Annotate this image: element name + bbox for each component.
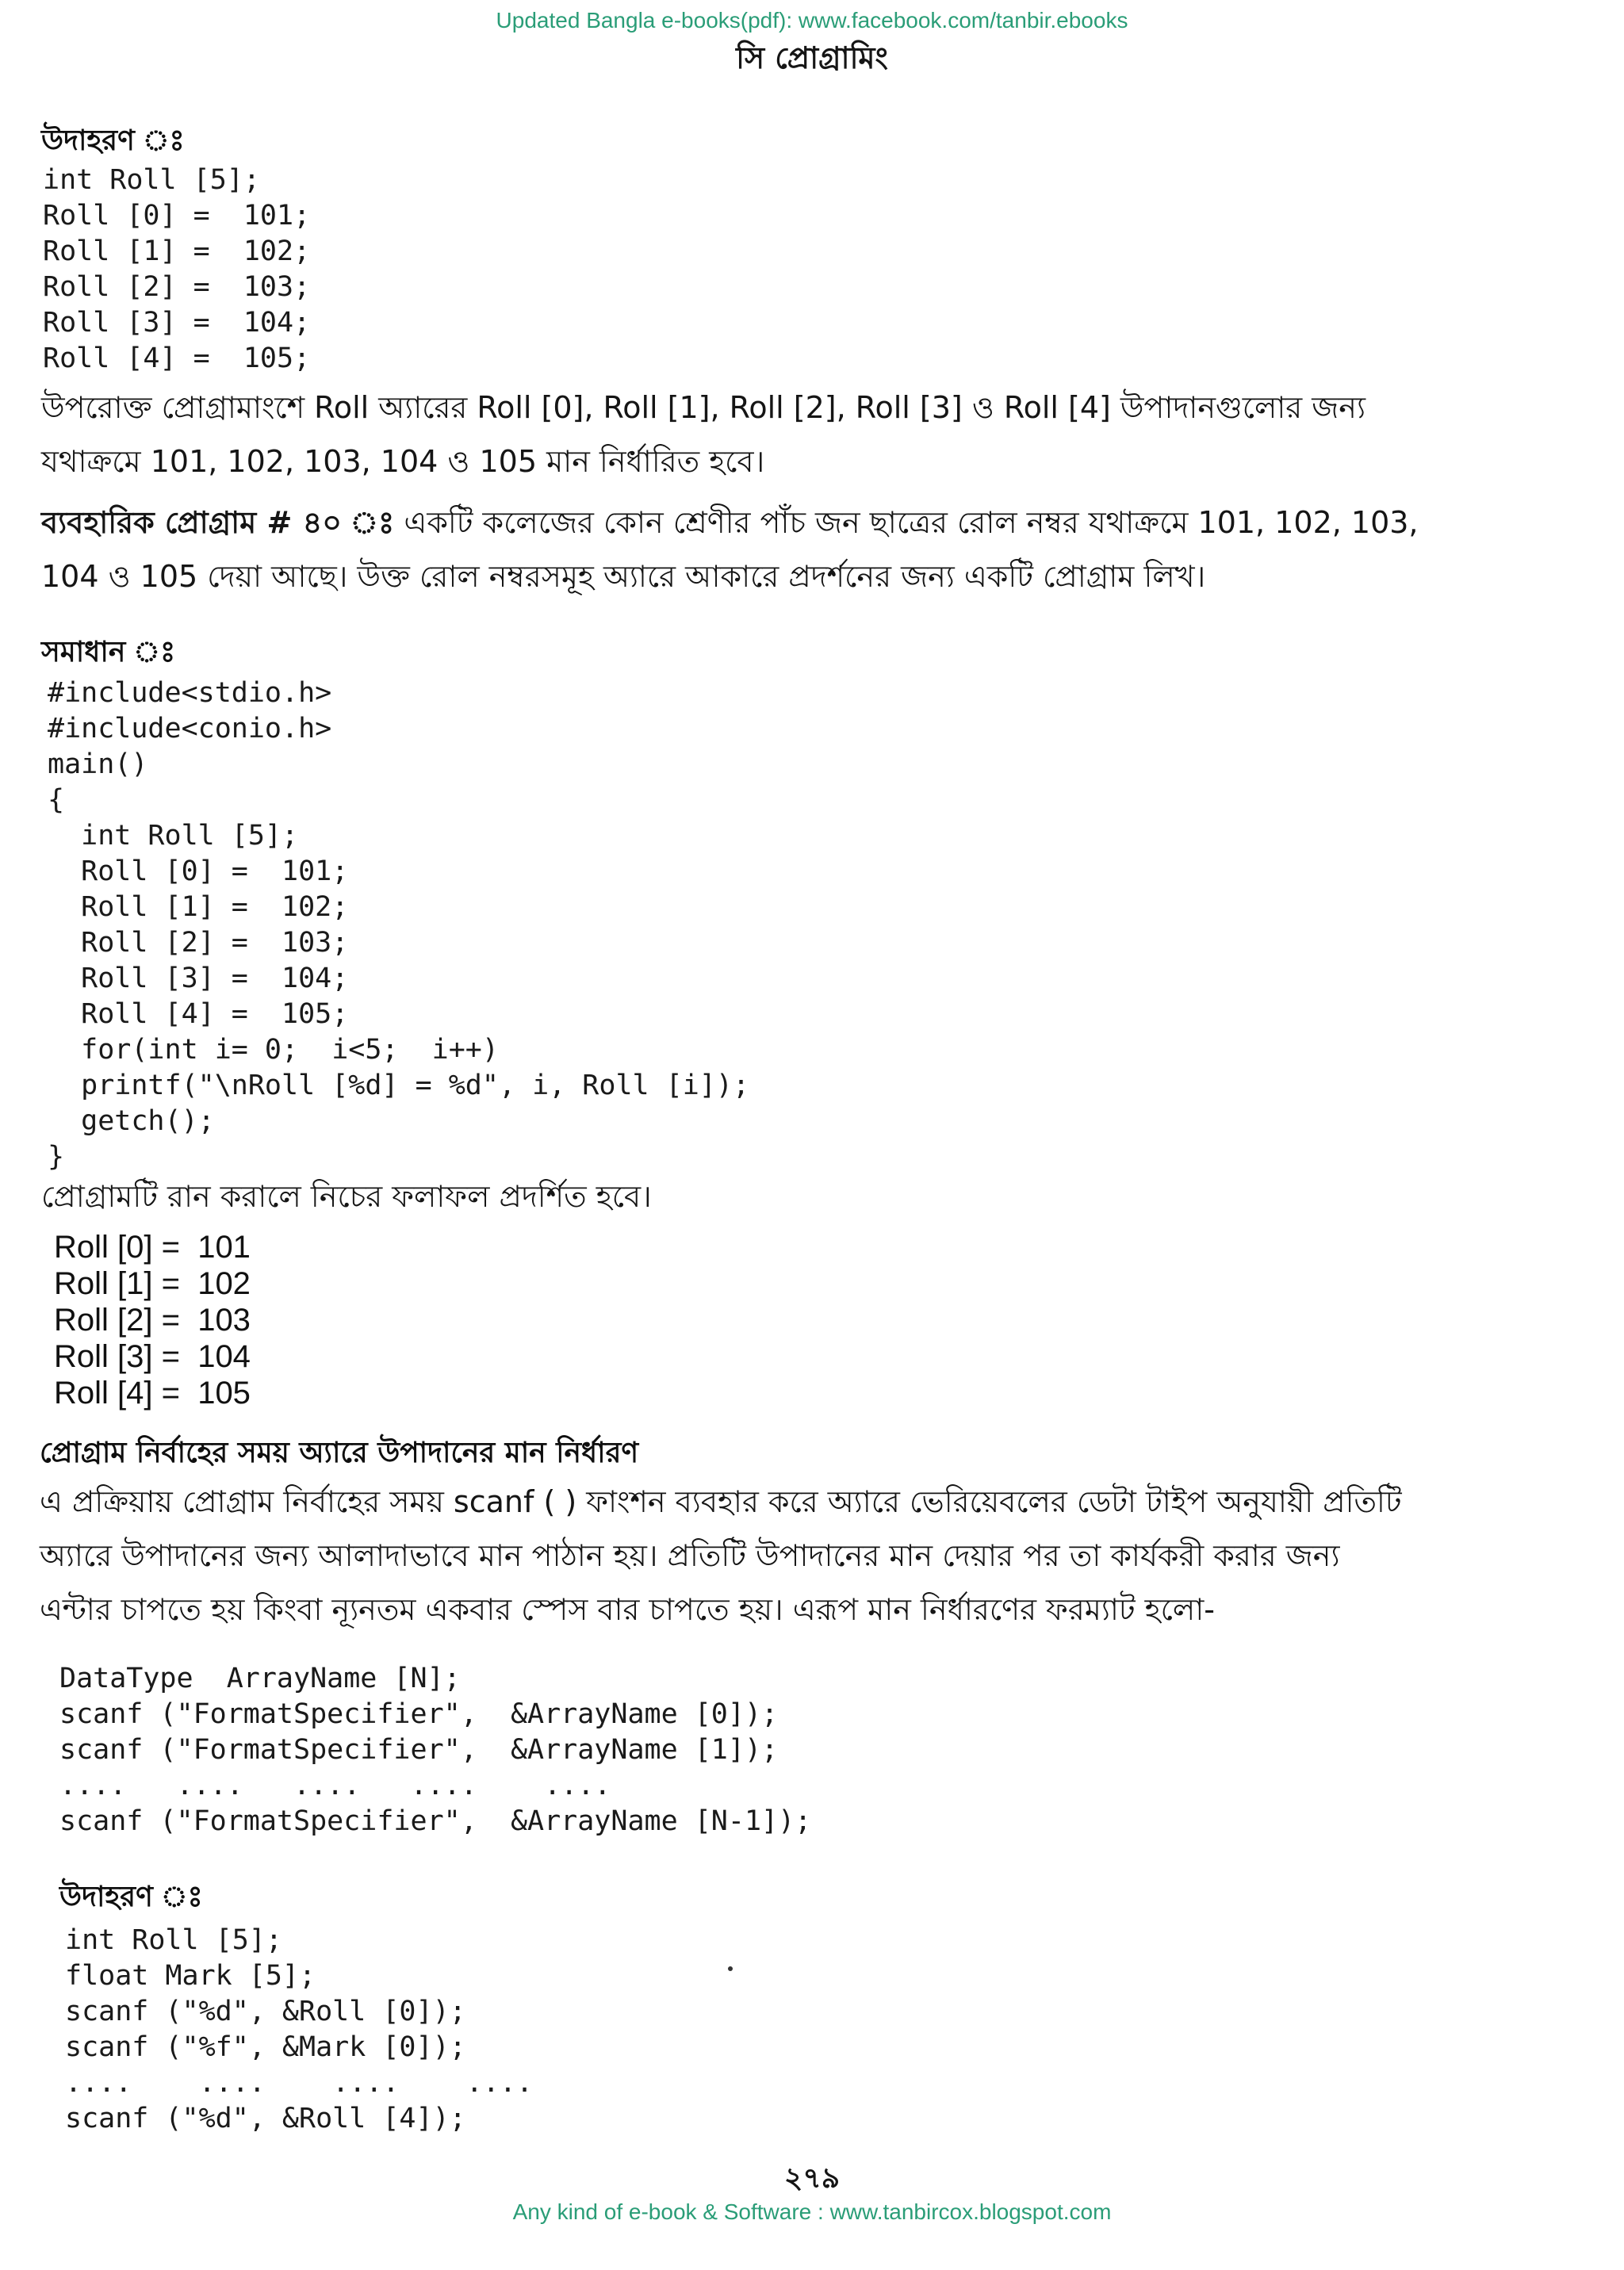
result-intro: প্রোগ্রামটি রান করালে নিচের ফলাফল প্রদর্শিত হবে। [41, 1179, 652, 1214]
practical-program-line-1 [41, 496, 1419, 549]
scan-speck [728, 1966, 733, 1971]
page-header-title: সি প্রোগ্রামিং [736, 40, 888, 75]
practical-program-text: একটি কলেজের কোন শ্রেণীর পাঁচ জন ছাত্রের রোল নম্বর যথাক্রমে 101, 102, 103, [404, 505, 1419, 540]
solution-heading: সমাধান ঃ [41, 636, 176, 668]
program-output: Roll [0] = 101 Roll [1] = 102 Roll [2] = 103 Roll [3] = 104 Roll [4] = 105 [54, 1230, 251, 1411]
format-code: DataType ArrayName [N]; scanf ("FormatSpecifier", &ArrayName [0]); scanf ("FormatSpecifier", &ArrayName [1]); .... .... .... .... .... scanf ("FormatSpecifier", &ArrayName [N-1]); [59, 1663, 812, 1837]
page-number: ২৭৯ [783, 2162, 841, 2195]
practical-program-line-2: 104 ও 105 দেয়া আছে। উক্ত রোল নম্বরসমূহ অ্যারে আকারে প্রদর্শনের জন্য একটি প্রোগ্রাম লিখ। [41, 559, 1206, 594]
solution-code: #include<stdio.h> #include<conio.h> main() { int Roll [5]; Roll [0] = 101; Roll [1] = 102; Roll [2] = 103; Roll [3] = 104; Roll [4] = 105; for(int i= 0; i<5; i++) printf("\nRoll [%d] = %d", i, Roll [i]); getch(); } [48, 677, 750, 1173]
example-heading-2: উদাহরণ ঃ [59, 1881, 203, 1913]
bottom-banner: Any kind of e-book & Software : www.tanbircox.blogspot.com [512, 2199, 1112, 2224]
example-code-2: int Roll [5]; float Mark [5]; scanf ("%d", &Roll [0]); scanf ("%f", &Mark [0]); .... .... .... .... scanf ("%d", &Roll [4]); [65, 1924, 534, 2134]
example-heading-1: উদাহরণ ঃ [41, 124, 185, 157]
section-heading-runtime-input: প্রোগ্রাম নির্বাহের সময় অ্যারে উপাদানের মান নির্ধারণ [40, 1437, 639, 1469]
top-banner: Updated Bangla e-books(pdf): www.facebook.com/tanbir.ebooks [496, 8, 1128, 33]
example-description-1: উপরোক্ত প্রোগ্রামাংশে Roll অ্যারের Roll [0], Roll [1], Roll [2], Roll [3] ও Roll [4] উপাদানগুলোর জন্য যথাক্রমে 101, 102, 103, 104 ও 105 মান নির্ধারিত হবে। [41, 390, 1365, 479]
runtime-input-paragraph: এ প্রক্রিয়ায় প্রোগ্রাম নির্বাহের সময় scanf ( ) ফাংশন ব্যবহার করে অ্যারে ভেরিয়েবলের ডেটা টাইপ অনুযায়ী প্রতিটি অ্যারে উপাদানের জন্য আলাদাভাবে মান পাঠান হয়। প্রতিটি উপাদানের মান দেয়ার পর তা কার্যকরী করার জন্য এন্টার চাপতে হয় কিংবা ন্যূনতম একবার স্পেস বার চাপতে হয়। এরূপ মান নির্ধারণের ফরম্যাট হলো- [40, 1484, 1402, 1627]
practical-program-label: ব্যবহারিক প্রোগ্রাম # ৪০ ঃ [41, 505, 395, 540]
example-code-1: int Roll [5]; Roll [0] = 101; Roll [1] = 102; Roll [2] = 103; Roll [3] = 104; Roll [4] = 105; [43, 164, 311, 374]
